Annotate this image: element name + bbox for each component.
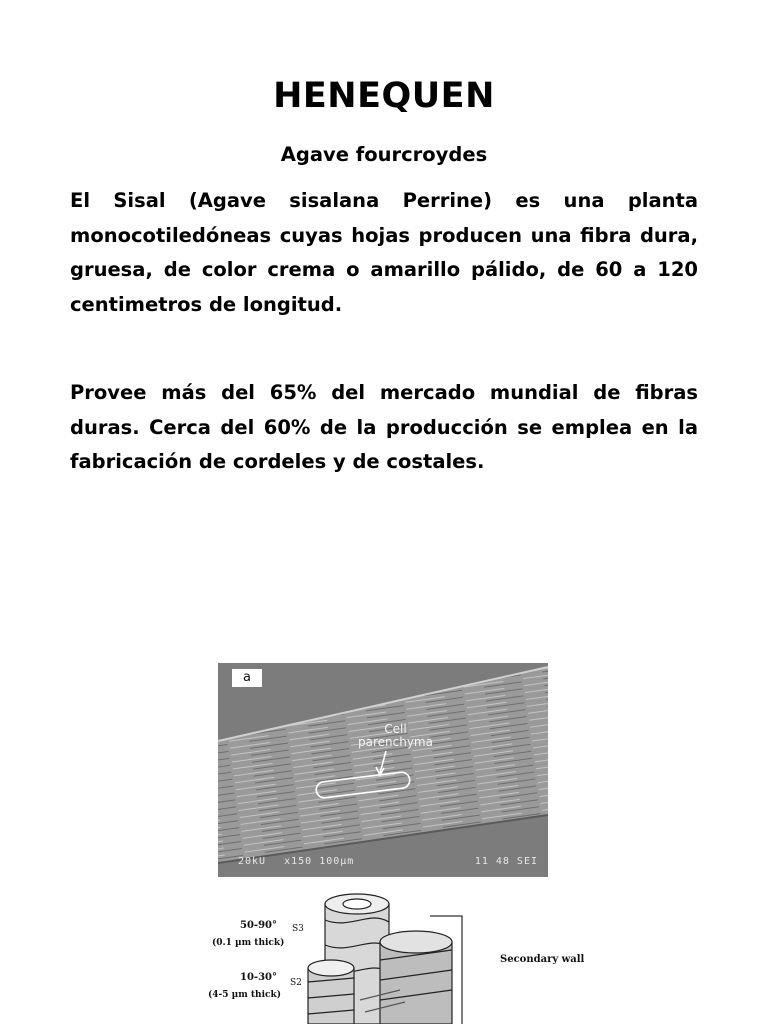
s2-thickness-label: (4-5 µm thick) [208,990,281,1000]
sem-micrograph [218,663,548,877]
document-title: HENEQUEN [273,76,495,116]
document-subtitle: Agave fourcroydes [280,143,488,166]
s2-angle-label: 10-30° [240,972,277,983]
s3-angle-label: 50-90° [240,920,277,931]
paragraph-description: El Sisal (Agave sisalana Perrine) es una planta monocotiledóneas cuyas hojas producen una fibra dura, gruesa, de color crema o amarillo pálido, de 60 a 120 centimetros de longitud. [70,189,698,316]
paragraph-market: Provee más del 65% del mercado mundial de fibras duras. Cerca del 60% de la producción se emplea en la fabricación de cordeles y de costales. [70,381,698,473]
s2-layer-label: S2 [290,978,302,988]
secondary-wall-label: Secondary wall [500,954,585,965]
cell-parenchyma-annotation: Cell parenchyma [358,722,433,749]
fiber-texture-graphic [218,663,548,877]
panel-label: a [232,669,262,687]
s3-layer-label: S3 [292,924,304,934]
s3-thickness-label: (0.1 µm thick) [212,938,285,948]
sem-info-bar: 20kU x150 100µm 11 48 SEI [238,856,538,867]
fiber-wall-diagram [200,890,600,1024]
